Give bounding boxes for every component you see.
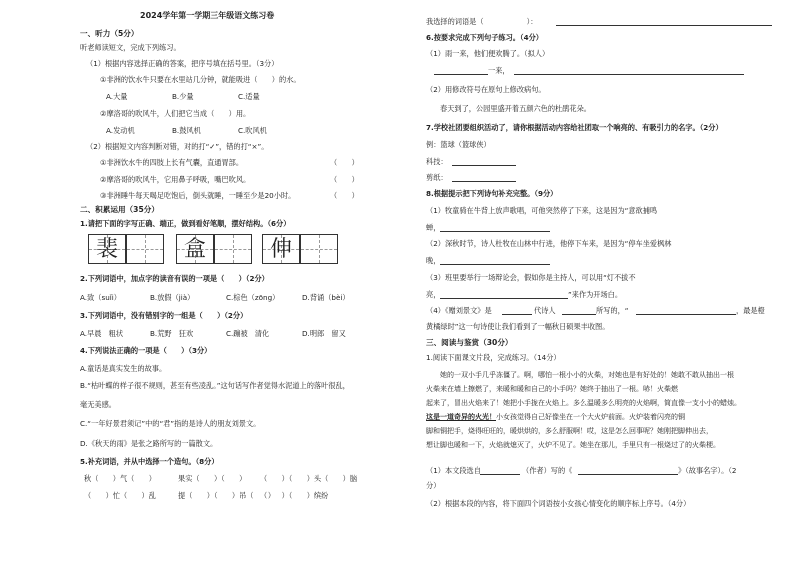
option: D.明郎 留又 <box>302 329 346 338</box>
fill-in-word: （ ）（ ）头（ ）脑 <box>260 474 358 483</box>
poem-prompt: （2）深秋时节，诗人杜牧在山林中行进，他停下车来，是因为“停车坐爱枫林 <box>426 239 672 248</box>
option: B.少量 <box>172 92 194 101</box>
answer-line[interactable] <box>440 231 550 232</box>
answer-paren: （ ） <box>330 158 359 167</box>
fill-in-word: 秋（ ）气（ ） <box>84 474 156 483</box>
answer-line[interactable] <box>440 264 550 265</box>
fill-in-word: （ ）（ ）缤纷 <box>260 491 329 500</box>
poem-prompt: 蝉， <box>426 223 441 232</box>
answer-line[interactable] <box>514 74 744 75</box>
option: B.“枯叶蝶的样子很不规则，甚至有些凌乱。”这句话写作者觉得水泥道上的落叶很乱， <box>80 381 350 390</box>
statement: ①非洲饮水牛的四肢上长有气囊，直通胃部。 <box>100 158 244 167</box>
answer-line[interactable] <box>578 474 678 475</box>
question: （2）用修改符号在原句上修改病句。 <box>426 85 546 94</box>
excerpt-line: 脚和铜把手，烧得旺旺的，暖烘烘的，多么舒服啊！哎，这是怎么回事呢？她刚把脚伸出去， <box>426 427 713 435</box>
question: 1.请把下面的字写正确、端正，做到看好笔顺，摆好结构。（6分） <box>80 219 291 228</box>
answer-line[interactable] <box>440 298 568 299</box>
option: B.放假（jià） <box>150 293 195 302</box>
answer-line[interactable] <box>636 314 736 315</box>
club-label: 科技： <box>426 157 448 166</box>
model-character: 裴 <box>95 237 118 262</box>
option: C.棕色（zōng） <box>226 293 280 302</box>
option: A.发动机 <box>106 126 135 135</box>
writing-grid[interactable] <box>126 234 164 264</box>
answer-line[interactable] <box>434 74 488 75</box>
option: A.童话是真实发生的故事。 <box>80 364 167 373</box>
poem-prompt: ，最是橙 <box>736 306 765 315</box>
answer-line[interactable] <box>452 181 516 182</box>
question: 1.阅读下面课文片段，完成练习。（14分） <box>426 353 561 362</box>
fill-in-word: 果实（ ）（ ） <box>178 474 247 483</box>
sentence-prompt: 我选择的词语是（ ）： <box>426 17 538 26</box>
question: 6.按要求完成下列句子练习。（4分） <box>426 33 543 42</box>
option: C.蹦被 清化 <box>226 329 270 338</box>
poem-prompt: （4）《赠刘景文》是 <box>426 306 492 315</box>
poem-prompt: ”来作为开场白。 <box>568 290 623 299</box>
option: C.“一年好景君须记”中的“君”指的是诗人的朋友刘景文。 <box>80 419 261 428</box>
question: ②摩洛哥的吹风牛，人们把它当成（ ）用。 <box>100 109 251 118</box>
question: （2）根据本段的内容，将下面四个词语按小女孩心情变化的顺序标上序号。（4分） <box>426 499 691 508</box>
excerpt-line: 起来了，冒出火焰来了！她把小手拢在火焰上。多么温暖多么明亮的火焰啊，简直像一支小小的蜡烛。 <box>426 399 741 407</box>
option: B.鼓风机 <box>172 126 201 135</box>
writing-grid[interactable] <box>214 234 252 264</box>
poem-prompt: 黄橘绿时”这一句诗使让我们看到了一幅秋日硕果丰收图。 <box>426 322 610 331</box>
question: （作者）写的《 <box>522 466 573 475</box>
excerpt-line: 火柴来在墙上擦燃了，来暖和暖和自己的小手吗？她终于抽出了一根。哧！火柴燃 <box>426 385 678 393</box>
option: D.背诵（bèi） <box>302 293 350 302</box>
model-character: 伸 <box>269 237 292 262</box>
example: 例：篮球（篮球侠） <box>426 140 491 149</box>
instruction: 听老师读短文，完成下列练习。 <box>80 43 181 52</box>
excerpt-line: 她的一双小手几乎冻僵了。啊，哪怕一根小小的火柴，对她也是有好处的！她敢不敢从抽出一根 <box>440 371 734 379</box>
answer-paren: （ ） <box>330 191 359 200</box>
writing-grid <box>262 234 300 264</box>
statement: ②摩洛哥的吹风牛，它用鼻子呼吸，嘴巴吹风。 <box>100 175 251 184</box>
fill-in-word: 提（ ）（ ）吊（ ） <box>178 491 276 500</box>
writing-grid <box>176 234 214 264</box>
exam-title: 2024学年第一学期三年级语文练习卷 <box>140 11 275 20</box>
answer-line[interactable] <box>480 474 520 475</box>
writing-grid <box>88 234 126 264</box>
fill-in-word: （ ）忙（ ）乱 <box>84 491 156 500</box>
excerpt-line: 想让脚也暖和一下，火焰就熄灭了，火炉不见了。她坐在那儿，手里只有一根烧过了的火柴梗。 <box>426 441 720 449</box>
option: C.适量 <box>238 92 260 101</box>
sentence-to-edit: 春天到了，公园里盛开着五颜六色的杜鹃花朵。 <box>440 104 591 113</box>
question: 4.下列说法正确的一项是（ ）（3分） <box>80 346 212 355</box>
section-heading: 三、阅读与鉴赏（30分） <box>426 338 513 347</box>
question: 分） <box>426 481 441 490</box>
answer-line[interactable] <box>452 165 516 166</box>
underlined-sentence: 这是一道奇异的火光！ <box>426 412 496 421</box>
section-heading: 二、积累运用（35分） <box>80 205 159 214</box>
option: A.大量 <box>106 92 128 101</box>
poem-prompt: 亮， <box>426 290 441 299</box>
poem-prompt: （3）班里要举行一场辩论会，假如你是主持人，可以用“灯不拔不 <box>426 273 636 282</box>
question: （1）根据内容选择正确的答案，把序号填在括号里。（3分） <box>86 59 279 68</box>
answer-line[interactable] <box>502 314 532 315</box>
question: （1）雨一来，他们便欢腾了。（拟人） <box>426 49 550 58</box>
poem-prompt: 所写的，“ <box>596 306 629 315</box>
option: 毫无美感。 <box>80 400 116 409</box>
poem-prompt: 晚， <box>426 256 441 265</box>
question: 5.补充词语，并从中选择一个造句。（8分） <box>80 457 219 466</box>
question: 7.学校社团要组织活动了，请你根据活动内容给社团取一个响亮的、有吸引力的名字。（2分） <box>426 123 723 132</box>
writing-grid[interactable] <box>300 234 338 264</box>
option: A.致（suǐi） <box>80 293 121 302</box>
poem-prompt: （1）牧童骑在牛背上放声歌唱，可他突然停了下来，这是因为“意欲捕鸣 <box>426 206 658 215</box>
model-character: 盒 <box>183 237 206 262</box>
sentence-fragment: 一来， <box>488 66 510 75</box>
option: D.《秋天的雨》是张之路所写的一篇散文。 <box>80 439 218 448</box>
answer-line[interactable] <box>556 25 772 26</box>
answer-line[interactable] <box>562 314 596 315</box>
statement: ③非洲睡牛每天喝足吃饱后，倒头就睡，一睡至少是20小时。 <box>100 191 296 200</box>
poem-prompt: 代诗人 <box>534 306 556 315</box>
question: ①非洲的饮水牛只要在水里站几分钟，就能吸进（ ）的水。 <box>100 75 301 84</box>
question: 8.根据提示把下列诗句补充完整。（9分） <box>426 189 558 198</box>
reading-excerpt <box>426 368 774 452</box>
question: （1）本文段选自 <box>426 466 481 475</box>
excerpt-line: 小女孩觉得自己好像坐在一个大火炉前面。火炉装着闪亮的铜 <box>496 413 685 421</box>
option: A.早晨 粗状 <box>80 329 124 338</box>
question: （2）根据短文内容判断对错，对的打“✓”，错的打“×”。 <box>86 142 269 151</box>
answer-paren: （ ） <box>330 175 359 184</box>
question: 3.下列词语中，没有错别字的一组是（ ）（2分） <box>80 311 248 320</box>
option: C.吹风机 <box>238 126 267 135</box>
question: 2.下列词语中，加点字的读音有误的一项是（ ）（2分） <box>80 274 269 283</box>
section-heading: 一、听力（5分） <box>80 29 139 38</box>
option: B.荒野 狂欢 <box>150 329 194 338</box>
question: 》（故事名字）。（2 <box>678 466 737 475</box>
club-label: 剪纸： <box>426 173 448 182</box>
